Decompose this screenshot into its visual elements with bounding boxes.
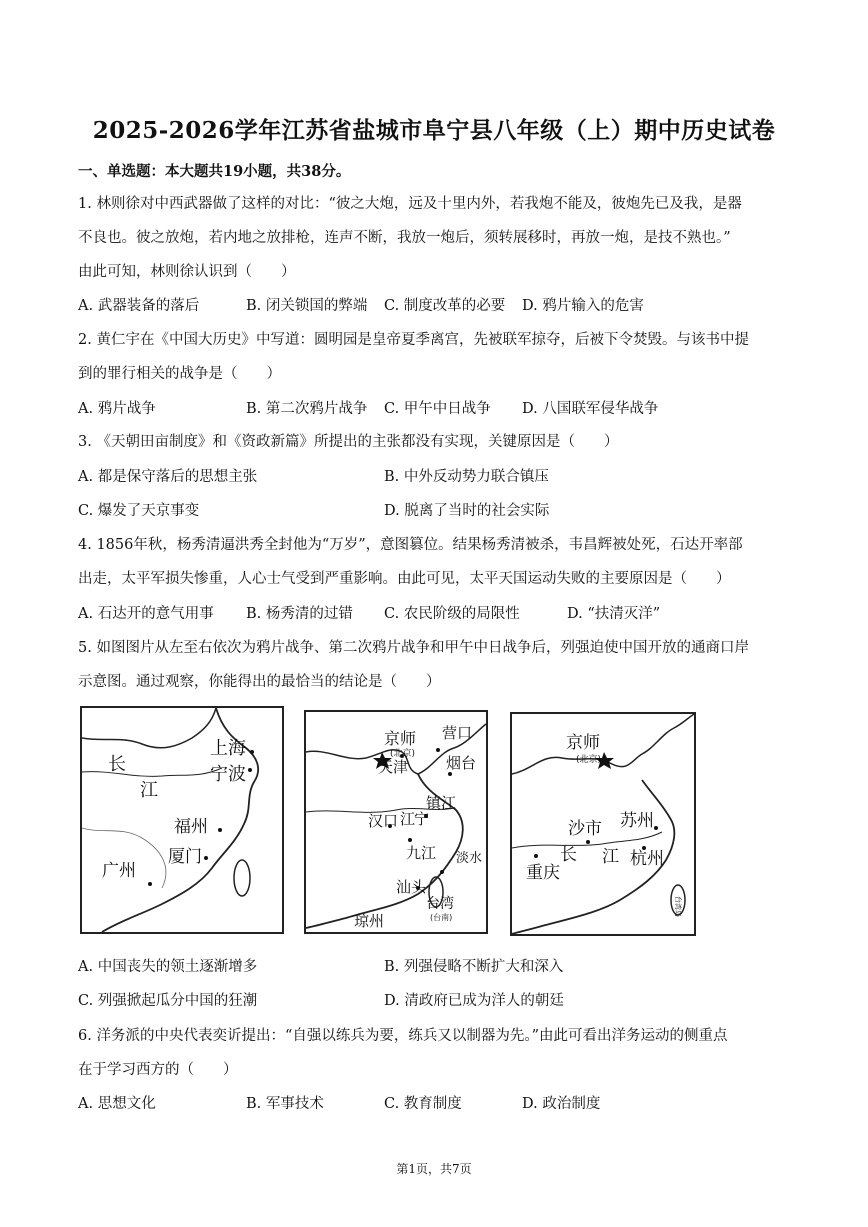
map2-label: 烟台 (446, 754, 477, 772)
map1-port-dot (248, 768, 252, 772)
map-opium-war (80, 706, 284, 934)
map2-port-dot (440, 870, 444, 874)
map1-label: 广州 (102, 861, 136, 881)
map3-label: (北京) (576, 755, 602, 765)
q1-option-a[interactable]: A. 武器装备的落后 (78, 298, 200, 314)
map1-label: 厦门 (168, 847, 202, 867)
q3-option-c[interactable]: C. 爆发了天京事变 (78, 503, 200, 519)
map2-label: 营口 (442, 724, 473, 742)
map3-port-dot (534, 854, 538, 858)
map1-coastline-north (82, 708, 216, 748)
q3-option-b[interactable]: B. 中外反动势力联合镇压 (384, 469, 549, 485)
q1-option-b[interactable]: B. 闭关锁国的弊端 (246, 298, 368, 314)
map2-label: (北京) (390, 749, 416, 759)
map2-label: 淡水 (456, 851, 483, 866)
q4-option-b[interactable]: B. 杨秀清的过错 (246, 606, 353, 622)
q5-option-c[interactable]: C. 列强掀起瓜分中国的狂潮 (78, 993, 258, 1009)
q2-option-c[interactable]: C. 甲午中日战争 (384, 401, 491, 417)
map1-river (82, 768, 222, 776)
q5-option-b[interactable]: B. 列强侵略不断扩大和深入 (384, 959, 564, 975)
q3-option-d[interactable]: D. 脱离了当时的社会实际 (384, 503, 550, 519)
q6-line-1: 6. 洋务派的中央代表奕䜣提出：“自强以练兵为要，练兵又以制器为先。”由此可看出洋务运动的侧重点 (78, 1028, 728, 1044)
map1-port-dot (204, 856, 208, 860)
q4-line-1: 4. 1856年秋，杨秀清逼洪秀全封他为“万岁”，意图篡位。结果杨秀清被杀，韦昌辉被处死，石达开率部 (78, 537, 743, 553)
map1-port-dot (250, 750, 254, 754)
q2-option-a[interactable]: A. 鸦片战争 (78, 401, 156, 417)
page-title: 2025-2026学年江苏省盐城市阜宁县八年级（上）期中历史试卷 (92, 117, 776, 144)
q6-option-b[interactable]: B. 军事技术 (246, 1096, 324, 1112)
map1-port-dot (218, 828, 222, 832)
q5-option-a[interactable]: A. 中国丧失的领土逐渐增多 (78, 959, 258, 975)
q1-line-3: 由此可知，林则徐认识到（ ） (78, 264, 296, 280)
map3-label: 重庆 (526, 863, 560, 883)
map3-label: 台湾岛 (674, 896, 682, 917)
map2-label: 宁 (414, 810, 430, 828)
map1-label: 江 (140, 780, 158, 801)
map3-label: 苏州 (620, 811, 654, 831)
q5-line-2: 示意图。通过观察，你能得出的最恰当的结论是（ ） (78, 674, 441, 690)
q2-option-b[interactable]: B. 第二次鸦片战争 (246, 401, 368, 417)
q4-option-c[interactable]: C. 农民阶级的局限性 (384, 606, 520, 622)
map2-label: 汕头 (396, 878, 427, 896)
map2-label: 镇江 (426, 794, 457, 812)
map1-port-dot (148, 882, 152, 886)
q1-option-d[interactable]: D. 鸦片输入的危害 (522, 298, 644, 314)
map2-port-dot (448, 772, 452, 776)
q4-option-d[interactable]: D. “扶清灭洋” (567, 606, 661, 622)
q1-option-c[interactable]: C. 制度改革的必要 (384, 298, 506, 314)
map2-label: 汉口 (368, 812, 399, 830)
map2-label: 天津 (378, 758, 409, 776)
q6-line-2: 在于学习西方的（ ） (78, 1062, 238, 1078)
page-footer: 第1页，共7页 (396, 1162, 472, 1176)
map1-label: 宁波 (210, 764, 246, 785)
map2-label: 琼州 (354, 912, 385, 930)
q6-option-d[interactable]: D. 政治制度 (522, 1096, 601, 1112)
map1-label: 长 (108, 754, 126, 775)
map3-label: 长 (560, 845, 577, 865)
q3-line-1: 3. 《天朝田亩制度》和《资政新篇》所提出的主张都没有实现，关键原因是（ ） (78, 434, 619, 450)
q4-option-a[interactable]: A. 石达开的意气用事 (78, 606, 214, 622)
section-heading: 一、单选题：本大题共19小题，共38分。 (78, 163, 351, 180)
map3-port-dot (586, 840, 590, 844)
q1-line-2: 不良也。彼之放炮，若内地之放排枪，连声不断，我放一炮后，须转展移时，再放一炮，是技不熟也。” (78, 230, 731, 246)
map2-label: 九江 (406, 844, 437, 862)
map3-port-dot (654, 826, 658, 830)
q6-option-a[interactable]: A. 思想文化 (78, 1096, 156, 1112)
map1-label: 福州 (174, 817, 208, 837)
map2-label: 江 (400, 810, 416, 828)
map2-label: 台湾 (426, 896, 454, 912)
map3-label: 京师 (566, 733, 600, 753)
q2-option-d[interactable]: D. 八国联军侵华战争 (522, 401, 659, 417)
map2-port-dot (436, 748, 440, 752)
map2-label: 京师 (384, 729, 417, 748)
map1-label: 上海 (210, 738, 246, 759)
q4-line-2: 出走，太平军损失惨重，人心士气受到严重影响。由此可见，太平天国运动失败的主要原因是（ ） (78, 571, 731, 587)
q5-option-d[interactable]: D. 清政府已成为洋人的朝廷 (384, 993, 564, 1009)
q5-line-1: 5. 如图图片从左至右依次为鸦片战争、第二次鸦片战争和甲午中日战争后，列强迫使中国开放的通商口岸 (78, 640, 749, 656)
q2-line-2: 到的罪行相关的战争是（ ） (78, 366, 281, 382)
map3-label: 杭州 (630, 849, 664, 869)
q6-option-c[interactable]: C. 教育制度 (384, 1096, 462, 1112)
map-sino-japanese-war (510, 712, 696, 936)
q2-line-1: 2. 黄仁宇在《中国大历史》中写道：圆明园是皇帝夏季离宫，先被联军掠夺，后被下令焚毁。与该书中提 (78, 332, 749, 348)
q3-option-a[interactable]: A. 都是保守落后的思想主张 (78, 469, 258, 485)
map2-label: (台南) (430, 913, 453, 922)
map2-port-dot (408, 838, 412, 842)
q1-line-1: 1. 林则徐对中西武器做了这样的对比：“彼之大炮，远及十里内外，若我炮不能及，彼炮先已及我，是器 (78, 196, 742, 212)
map3-label: 江 (602, 847, 619, 867)
map3-label: 沙市 (568, 819, 602, 839)
map-second-opium-war (304, 710, 488, 934)
map1-taiwan (234, 860, 250, 896)
